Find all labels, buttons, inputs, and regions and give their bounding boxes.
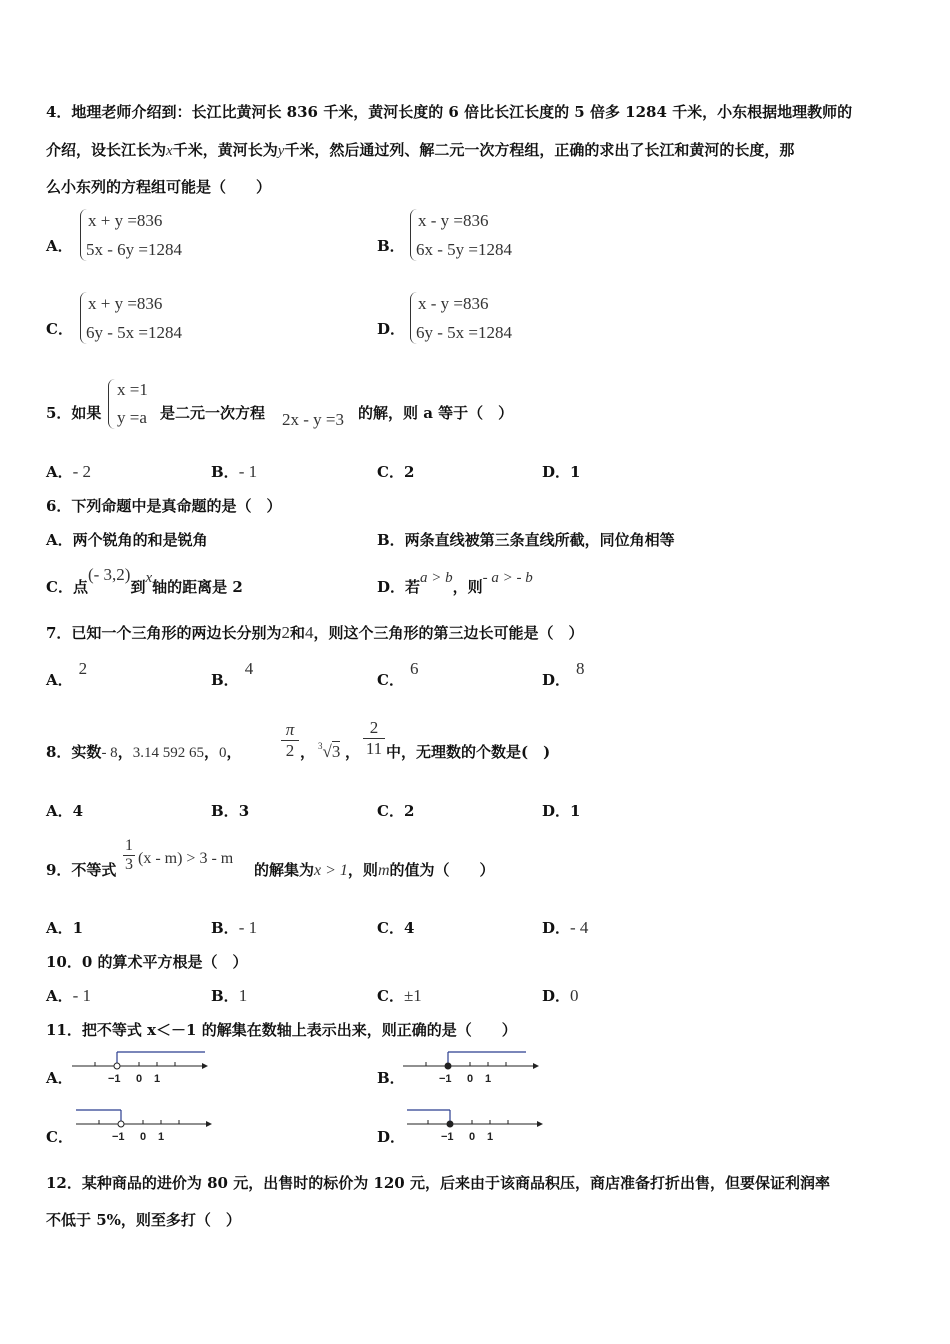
q4-option-a-eq1: x + y =836 [88, 211, 163, 230]
q11-option-a-label: A． [46, 1069, 73, 1087]
q4-option-b-eq2: 6x - 5y =1284 [416, 240, 512, 259]
q11-stem: 11．把不等式 x＜－1 的解集在数轴上表示出来，则正确的是（ ） [46, 1021, 517, 1039]
q5-brace [108, 379, 115, 429]
q5-sys-eq1: x =1 [117, 380, 148, 399]
tick-1: 1 [485, 1073, 492, 1085]
q8-option-d: D．1 [542, 802, 581, 820]
q7-option-d: D．8 [542, 659, 585, 689]
q11-option-c-number-line [70, 1104, 215, 1148]
q8-suffix: 中，无理数的个数是( ) [386, 743, 551, 761]
tick-0: 0 [469, 1131, 476, 1143]
q9-inequality: (x - m) > 3 - m [138, 850, 234, 867]
q4-option-b-label: B． [377, 237, 405, 255]
q4-option-c-label: C． [46, 320, 73, 338]
q4-option-d-eq1: x - y =836 [418, 294, 489, 313]
q8-sep-3: ， [345, 743, 361, 761]
q4-option-a-label: A． [46, 237, 73, 255]
q9-option-d: D．- 4 [542, 918, 589, 937]
var-y: y [277, 143, 285, 159]
q7-stem: 7．已知一个三角形的两边长分别为2和4，则这个三角形的第三边长可能是（ ） [46, 623, 584, 642]
tick-neg1: −1 [441, 1131, 454, 1143]
q4-option-c-eq2: 6y - 5x =1284 [86, 323, 182, 342]
q11-option-b-number-line [401, 1046, 541, 1090]
q5-option-b: B．- 1 [211, 462, 258, 481]
q7-option-b: B．4 [211, 659, 254, 689]
q4-stem-line2: 介绍，设长江长为x千米，黄河长为y千米，然后通过列、解二元一次方程组，正确的求出了长江和黄河的长度，那 [46, 141, 795, 159]
q11-option-d-label: D． [377, 1128, 406, 1146]
q9-option-c: C．4 [377, 919, 415, 937]
q7-option-a: A．2 [46, 659, 88, 689]
q5-prefix: 5．如果 [46, 404, 102, 422]
q11-option-c-label: C． [46, 1128, 73, 1146]
q11-option-b-label: B． [377, 1069, 405, 1087]
q8-two-elevenths: $\frac{2}{11}$ [363, 718, 385, 759]
tick-0: 0 [140, 1131, 147, 1143]
q10-option-c: C．±1 [377, 986, 422, 1005]
q5-option-c: C．2 [377, 463, 415, 481]
q8-option-a: A．4 [46, 802, 84, 820]
q4-option-b-eq1: x - y =836 [418, 211, 489, 230]
tick-1: 1 [487, 1131, 494, 1143]
tick-neg1: −1 [439, 1073, 452, 1085]
q5-sys-eq2: y =a [117, 408, 147, 427]
q10-option-b: B．1 [211, 986, 248, 1005]
q9-option-a: A．1 [46, 919, 84, 937]
q6-option-b: B．两条直线被第三条直线所截，同位角相等 [377, 531, 675, 549]
q11-option-a-number-line [70, 1046, 210, 1090]
q4-option-d-label: D． [377, 320, 406, 338]
tick-1: 1 [158, 1131, 165, 1143]
q4-option-a-eq2: 5x - 6y =1284 [86, 240, 182, 259]
q9-rest: 的解集为x > 1，则m的值为（ ） [254, 861, 495, 879]
tick-neg1: −1 [112, 1131, 125, 1143]
tick-neg1: −1 [108, 1073, 121, 1085]
q8-cube-root: $^3$√3 [318, 741, 341, 761]
q9-one-third: $\frac{1}{3}$ [125, 837, 133, 873]
q12-stem-line2: 不低于 5%，则至多打（ ） [46, 1211, 241, 1229]
q6-option-c: C．点(- 3,2)到x轴的距离是 2 [46, 565, 243, 596]
q6-option-a: A．两个锐角的和是锐角 [46, 531, 208, 549]
tick-1: 1 [154, 1073, 161, 1085]
q6-option-d: D．若a > b，则- a > - b [377, 570, 533, 596]
q10-stem: 10．0 的算术平方根是（ ） [46, 953, 248, 971]
q9-option-b: B．- 1 [211, 918, 258, 937]
q8-stem: 8．实数- 8，3.14 592 65，0， [46, 743, 242, 761]
q4-option-c-eq1: x + y =836 [88, 294, 163, 313]
q10-option-a: A．- 1 [46, 986, 92, 1005]
q10-option-d: D．0 [542, 986, 579, 1005]
q8-pi-fraction: $\frac{\pi}{2}$ [281, 720, 299, 761]
q4-stem-line3: 么小东列的方程组可能是（ ） [46, 178, 272, 196]
q5-equation: 2x - y =3 [282, 410, 344, 429]
q12-stem-line1: 12．某种商品的进价为 80 元，出售时的标价为 120 元，后来由于该商品积压，商店准备打折出售，但要保证利润率 [46, 1174, 830, 1192]
var-x: x [166, 143, 173, 159]
q4-option-d-eq2: 6y - 5x =1284 [416, 323, 512, 342]
tick-0: 0 [136, 1073, 143, 1085]
q4-stem-line1: 4．地理老师介绍到：长江比黄河长 836 千米，黄河长度的 6 倍比长江长度的 5 倍多 1284 千米，小东根据地理教师的 [46, 103, 853, 121]
q11-option-d-number-line [401, 1104, 546, 1148]
q6-stem: 6．下列命题中是真命题的是（ ） [46, 497, 282, 515]
q7-option-c: C．6 [377, 659, 419, 689]
q9-prefix: 9．不等式 [46, 861, 117, 879]
q5-option-d: D．1 [542, 463, 581, 481]
q5-suffix: 的解，则 a 等于（ ） [358, 404, 514, 422]
q8-option-c: C．2 [377, 802, 415, 820]
q5-mid: 是二元一次方程 [160, 404, 266, 422]
tick-0: 0 [467, 1073, 474, 1085]
q8-sep-2: ， [300, 743, 316, 761]
q8-option-b: B．3 [211, 802, 250, 820]
q5-option-a: A．- 2 [46, 462, 92, 481]
